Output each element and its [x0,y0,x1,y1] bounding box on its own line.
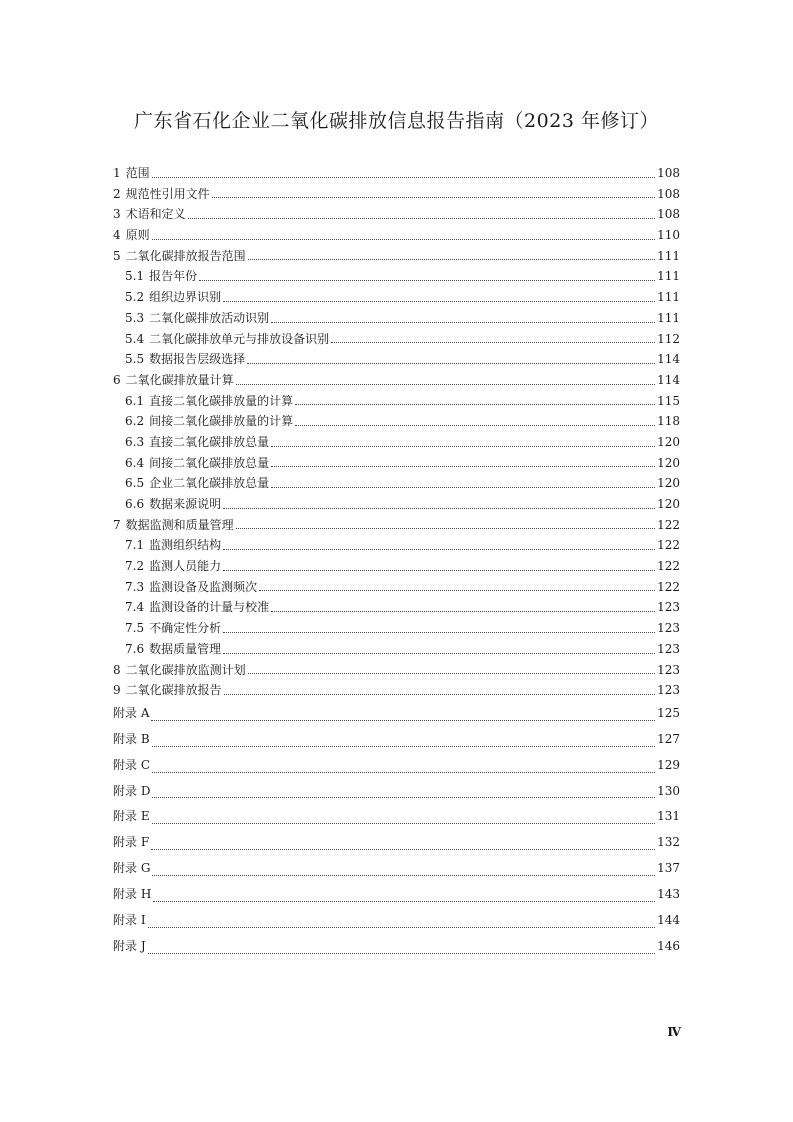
toc-entry-label: 报告年份 [149,269,198,284]
toc-entry-page: 120 [657,455,680,470]
toc-dot-leader [152,796,655,798]
toc-entry-label: 附录 I [113,913,146,927]
toc-entry-label: 组织边界识别 [149,290,222,305]
toc-entry[interactable] [113,804,680,830]
toc-entry[interactable] [113,494,680,515]
toc-dot-leader [223,300,655,302]
toc-entry[interactable] [113,308,680,329]
toc-entry-label: 二氧化碳排放量计算 [125,372,234,387]
toc-dot-leader [148,926,656,928]
toc-entry-number: 3 [113,207,121,222]
toc-entry-page: 127 [657,731,680,746]
toc-entry-number: 6.6 [125,497,145,511]
toc-entry-number: 7.5 [125,621,145,636]
toc-entry-label: 二氧化碳排放活动识别 [149,310,270,325]
toc-entry-page: 132 [657,835,680,850]
toc-entry-number: 5.5 [125,352,145,367]
toc-entry-page: 123 [657,621,680,636]
toc-entry-page: 131 [657,809,680,824]
toc-entry[interactable] [113,329,680,350]
toc-entry-label: 二氧化碳排放报告范围 [125,248,246,263]
toc-entry[interactable] [113,856,680,882]
toc-entry-label: 直接二氧化碳排放量的计算 [149,393,294,408]
toc-entry[interactable] [113,349,680,370]
toc-entry-page: 111 [657,269,680,284]
toc-entry-page: 108 [657,207,680,222]
toc-dot-leader [152,874,655,876]
toc-entry[interactable] [113,184,680,205]
toc-entry-label: 数据来源说明 [149,497,222,511]
toc-entry-label: 监测人员能力 [149,559,222,574]
page-number: Ⅳ [667,1025,681,1039]
toc-entry[interactable] [113,660,680,681]
toc-entry-number: 6.2 [125,414,145,429]
toc-entry[interactable] [113,453,680,474]
toc-entry-page: 122 [657,579,680,594]
toc-entry-page: 118 [657,414,680,429]
toc-entry-label: 范围 [125,166,150,180]
toc-entry-number: 4 [113,228,121,243]
toc-entry-number: 1 [113,166,121,180]
toc-entry-page: 108 [657,166,680,180]
toc-entry-page: 129 [657,757,680,772]
toc-dot-leader [153,900,655,902]
toc-dot-leader [199,279,655,281]
toc-entry[interactable] [113,908,680,934]
toc-entry-page: 144 [657,913,680,927]
toc-entry-page: 111 [657,310,680,325]
toc-entry-page: 120 [657,497,680,511]
toc-entry[interactable] [113,266,680,287]
toc-entry-page: 146 [657,938,680,953]
toc-dot-leader [152,822,656,824]
toc-dot-leader [223,569,655,571]
toc-dot-leader [271,445,655,447]
toc-dot-leader [152,176,655,178]
toc-entry-label: 二氧化碳排放监测计划 [125,662,246,677]
toc-dot-leader [152,745,655,747]
toc-dot-leader [212,196,655,198]
toc-dot-leader [259,589,655,591]
toc-entry-label: 数据质量管理 [149,641,222,656]
toc-entry-page: 120 [657,434,680,449]
toc-entry-number: 6.5 [125,476,145,491]
toc-entry-label: 附录 F [113,835,150,850]
toc-entry-label: 原则 [125,228,150,243]
toc-entry-page: 123 [657,662,680,677]
toc-dot-leader [223,548,655,550]
toc-entry[interactable] [113,882,680,908]
toc-entry[interactable] [113,515,680,536]
toc-entry[interactable] [113,556,680,577]
toc-entry-label: 附录 B [113,731,150,746]
toc-entry-number: 9 [113,683,121,698]
toc-entry-label: 二氧化碳排放报告 [125,683,222,698]
toc-dot-leader [223,631,655,633]
toc-entry-label: 不确定性分析 [149,621,222,636]
toc-entry[interactable] [113,701,680,727]
toc-entry-number: 8 [113,662,121,677]
toc-entry-label: 数据监测和质量管理 [125,517,234,532]
toc-dot-leader [151,848,655,850]
toc-dot-leader [236,383,655,385]
toc-dot-leader [188,217,655,219]
toc-entry-page: 114 [657,352,680,367]
toc-entry-page: 130 [657,783,680,798]
toc-entry-number: 7.4 [125,600,145,615]
toc-entry-number: 7.2 [125,559,145,574]
toc-dot-leader [248,672,655,674]
toc-entry-page: 115 [657,393,680,408]
toc-entry-number: 7.3 [125,579,145,594]
toc-entry-label: 二氧化碳排放单元与排放设备识别 [149,331,330,346]
toc-entry-number: 6.3 [125,434,145,449]
toc-entry-label: 规范性引用文件 [125,186,210,201]
toc-entry[interactable] [113,204,680,225]
toc-dot-leader [331,341,655,343]
toc-entry[interactable] [113,391,680,412]
toc-entry[interactable] [113,934,680,960]
toc-entry[interactable] [113,639,680,660]
toc-entry-page: 137 [657,861,680,876]
toc-entry-label: 直接二氧化碳排放总量 [149,434,270,449]
toc-entry-page: 120 [657,476,680,491]
toc-entry[interactable] [113,432,680,453]
toc-entry-number: 5.3 [125,310,145,325]
toc-entry-label: 附录 A [113,705,150,720]
toc-entry-number: 5.1 [125,269,145,284]
toc-dot-leader [223,507,655,509]
toc-entry-label: 监测组织结构 [149,538,222,553]
toc-entry[interactable] [113,830,680,856]
toc-entry-number: 5 [113,248,121,263]
toc-dot-leader [271,486,655,488]
toc-entry-number: 6.1 [125,393,145,408]
toc-dot-leader [271,321,655,323]
page-title: 广东省石化企业二氧化碳排放信息报告指南（2023 年修订） [134,110,659,132]
toc-entry[interactable] [113,535,680,556]
toc-dot-leader [152,771,655,773]
toc-dot-leader [148,952,655,954]
toc-dot-leader [151,719,655,721]
toc-entry[interactable] [113,411,680,432]
toc-entry-label: 间接二氧化碳排放量的计算 [149,414,294,429]
toc-entry-label: 附录 J [113,938,146,953]
toc-entry-page: 111 [657,290,680,305]
toc-entry-label: 数据报告层级选择 [149,352,246,367]
toc-entry[interactable] [113,753,680,779]
toc-entry-page: 143 [657,887,680,902]
toc-dot-leader [248,258,655,260]
toc-entry[interactable] [113,779,680,805]
toc-dot-leader [271,465,655,467]
toc-entry-page: 123 [657,683,680,698]
toc-entry[interactable] [113,618,680,639]
toc-entry[interactable] [113,473,680,494]
toc-dot-leader [295,424,655,426]
toc-entry-page: 123 [657,600,680,615]
toc-entry-label: 附录 H [113,887,152,902]
toc-entry[interactable] [113,597,680,618]
toc-dot-leader [247,362,655,364]
toc-entry-page: 122 [657,559,680,574]
toc-entry-page: 114 [657,372,680,387]
toc-entry-number: 6 [113,372,121,387]
toc-entry-page: 112 [657,331,680,346]
toc-entry[interactable] [113,163,680,184]
toc-entry-label: 附录 D [113,783,151,798]
toc-entry-label: 监测设备及监测频次 [149,579,258,594]
toc-entry-page: 108 [657,186,680,201]
toc-entry-page: 122 [657,538,680,553]
toc-entry[interactable] [113,727,680,753]
toc-entry-page: 125 [657,705,680,720]
toc-entry-number: 6.4 [125,455,145,470]
toc-dot-leader [295,403,655,405]
toc-entry[interactable] [113,370,680,391]
toc-entry-page: 111 [657,248,680,263]
table-of-contents [113,163,680,960]
toc-entry-label: 术语和定义 [125,207,186,222]
toc-entry-number: 7.1 [125,538,145,553]
toc-entry-number: 5.4 [125,331,145,346]
toc-entry-label: 企业二氧化碳排放总量 [149,476,270,491]
toc-entry[interactable] [113,577,680,598]
toc-entry-label: 间接二氧化碳排放总量 [149,455,270,470]
toc-entry-page: 122 [657,517,680,532]
toc-entry-number: 7 [113,517,121,532]
toc-entry-label: 附录 E [113,809,150,824]
toc-entry-number: 2 [113,186,121,201]
toc-dot-leader [223,652,655,654]
toc-entry-number: 7.6 [125,641,145,656]
toc-dot-leader [224,693,655,695]
toc-dot-leader [152,238,655,240]
toc-entry[interactable] [113,246,680,267]
toc-entry[interactable] [113,225,680,246]
toc-entry-label: 附录 C [113,757,150,772]
toc-dot-leader [236,527,655,529]
toc-entry-page: 110 [657,228,680,243]
toc-entry-label: 监测设备的计量与校准 [149,600,270,615]
toc-entry-number: 5.2 [125,290,145,305]
toc-entry-page: 123 [657,641,680,656]
toc-entry-label: 附录 G [113,861,151,876]
toc-entry[interactable] [113,287,680,308]
toc-dot-leader [271,610,655,612]
toc-entry[interactable] [113,680,680,701]
